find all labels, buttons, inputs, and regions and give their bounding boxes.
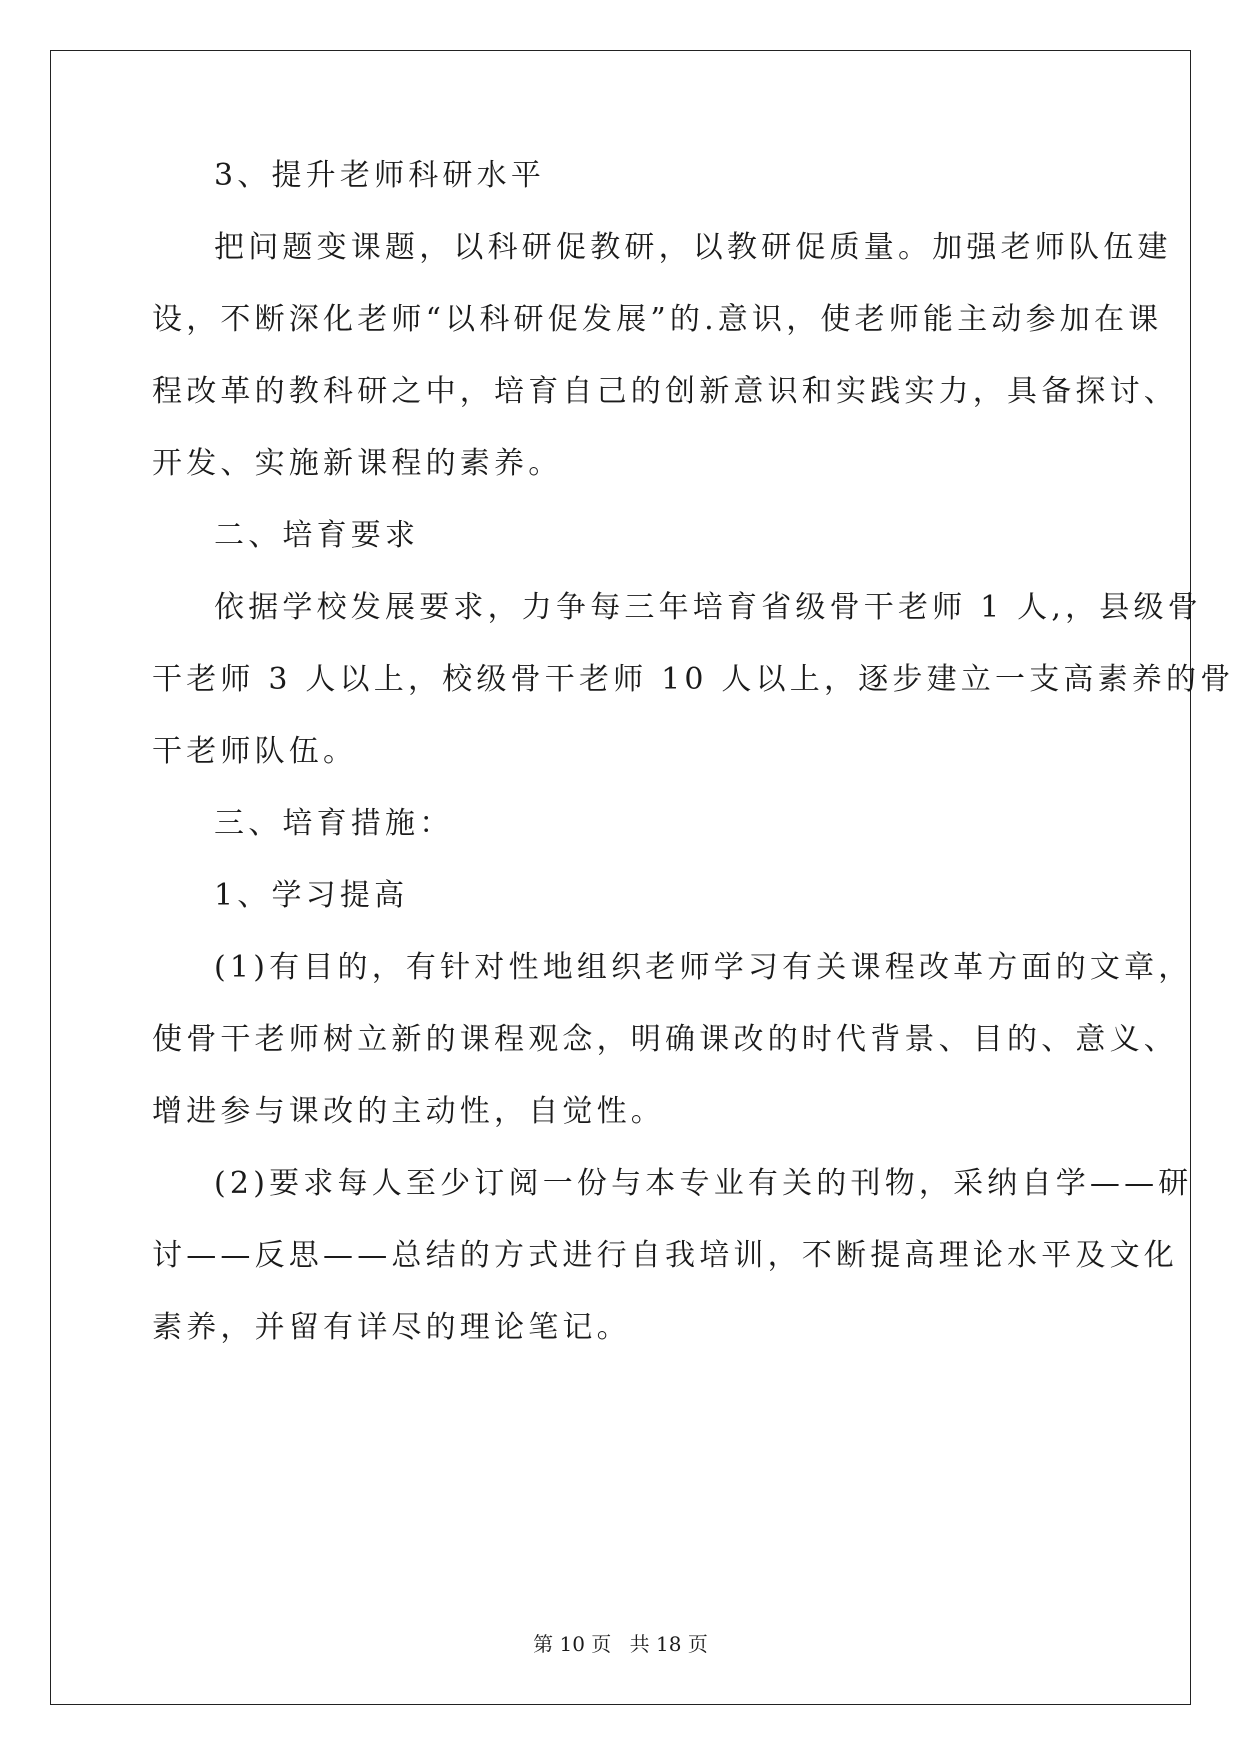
- total-pages: 共 18 页: [629, 1632, 708, 1656]
- subheading-study: 1、学习提高: [214, 878, 409, 913]
- page-footer: [0, 1632, 1241, 1656]
- paragraph-line: 依据学校发展要求，力争每三年培育省级骨干老师 1 人,，县级骨: [214, 590, 1202, 625]
- paragraph-line: 把问题变课题，以科研促教研，以教研促质量。加强老师队伍建: [214, 230, 1172, 265]
- page-number: 第 10 页: [533, 1632, 612, 1656]
- paragraph-line: (2)要求每人至少订阅一份与本专业有关的刊物，采纳自学——研: [214, 1166, 1193, 1201]
- section-heading-requirements: 二、培育要求: [214, 518, 420, 553]
- paragraph-line: 设，不断深化老师“以科研促发展”的.意识，使老师能主动参加在课: [152, 302, 1163, 337]
- paragraph-line: 程改革的教科研之中，培育自己的创新意识和实践实力，具备探讨、: [152, 374, 1178, 409]
- paragraph-line: 增进参与课改的主动性，自觉性。: [152, 1094, 665, 1129]
- paragraph-line: 干老师 3 人以上，校级骨干老师 10 人以上，逐步建立一支高素养的骨: [152, 662, 1235, 697]
- paragraph-line: 讨——反思——总结的方式进行自我培训，不断提高理论水平及文化: [152, 1238, 1178, 1273]
- section-heading-measures: 三、培育措施：: [214, 806, 454, 841]
- paragraph-line: 开发、实施新课程的素养。: [152, 446, 563, 481]
- paragraph-line: (1)有目的，有针对性地组织老师学习有关课程改革方面的文章，: [214, 950, 1193, 985]
- subheading-research-level: 3、提升老师科研水平: [214, 158, 546, 193]
- paragraph-line: 使骨干老师树立新的课程观念，明确课改的时代背景、目的、意义、: [152, 1022, 1178, 1057]
- paragraph-line: 干老师队伍。: [152, 734, 358, 769]
- paragraph-line: 素养，并留有详尽的理论笔记。: [152, 1310, 631, 1345]
